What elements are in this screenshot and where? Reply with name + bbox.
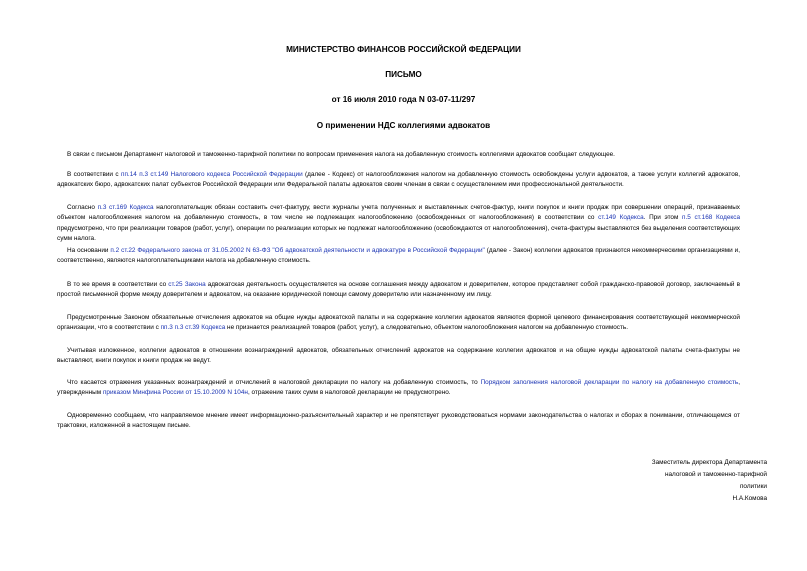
paragraph-text: В связи с письмом Департамент налоговой и таможенно-тарифной политики по вопросам применения налога на добавленную стоимость коллегиями адвокатов сообщает следующее.	[67, 151, 615, 158]
paragraph-1	[57, 150, 740, 160]
signature-position-3: политики	[739, 483, 767, 490]
paragraph-7	[57, 346, 740, 367]
paragraph-text: (далее - Кодекс) от налогообложения налогом на добавленную стоимость освобождены услуги адвокатов, а также услуги коллегий адвокатов, адвокатских бюро, адвокатских палат субъектов Российской Федерации или Федеральной палаты адвокатов своим членам в связи с осуществлением ими профессиональной деятельности.	[57, 171, 740, 189]
link-nk-149[interactable]: пп.14 п.3 ст.149 Налогового кодекса Российской Федерации	[121, 171, 303, 178]
signature-position-1: Заместитель директора Департамента	[651, 459, 767, 466]
paragraph-text: В соответствии с	[67, 171, 121, 178]
paragraph-text: Одновременно сообщаем, что направляемое мнение имеет информационно-разъяснительный характер и не препятствует руководствоваться нормами законодательства о налогах и сборах в понимании, отличающемся от трактовки, изложенной в настоящем письме.	[57, 412, 740, 430]
link-nk-39[interactable]: пп.3 п.3 ст.39 Кодекса	[160, 324, 226, 332]
paragraph-3	[57, 203, 740, 245]
link-law-63fz[interactable]: п.2 ст.22 Федерального закона от 31.05.2002 N 63-ФЗ "Об адвокатской деятельности и адвокатуре в Российской Федерации"	[110, 247, 485, 254]
link-nk-149-short[interactable]: ст.149 Кодекса	[598, 214, 644, 222]
paragraph-9	[57, 411, 740, 432]
signature-position-2: налоговой и таможенно-тарифной	[664, 471, 767, 478]
paragraph-text: , утвержденным	[57, 379, 740, 397]
paragraph-text: предусмотрено, что при реализации товаров (работ, услуг), операции по реализации которых не подлежат налогообложению (освобождаются от налогообложения), счета-фактуры выставляются без выделения соответствующих сумм налога.	[57, 224, 740, 243]
link-nk-169[interactable]: п.3 ст.169 Кодекса	[97, 204, 154, 211]
paragraph-text: Согласно	[67, 204, 98, 211]
link-law-st25[interactable]: ст.25 Закона	[168, 281, 206, 288]
paragraph-text: Что касается отражения указанных вознаграждений и отчислений в налоговой декларации по налогу на добавленную стоимость, то	[67, 379, 481, 386]
paragraph-8	[57, 378, 740, 399]
paragraph-5	[57, 280, 740, 301]
paragraph-text: В то же время в соответствии со	[67, 281, 169, 288]
paragraph-text: На основании	[67, 247, 111, 254]
paragraph-text: , отражение таких сумм в налоговой декларации не предусмотрено.	[247, 389, 451, 397]
paragraph-text: Предусмотренные Законом обязательные отчисления адвокатов на общие нужды адвокатской палаты и на содержание коллегии адвокатов являются формой целевого финансирования соответствующей некоммерческой организации, что в соответствии с	[57, 314, 740, 332]
paragraph-text: адвокатская деятельность осуществляется на основе соглашения между адвокатом и доверителем, которое представляет собой гражданско-правовой договор, заключаемый в простой письменной форме между доверителем и адвокатом, на оказание юридической помощи самому доверителю или назначенному им лицу.	[57, 281, 741, 299]
document-title: О применении НДС коллегиями адвокатов	[316, 121, 491, 130]
document-type: ПИСЬМО	[385, 70, 422, 79]
paragraph-text: . При этом	[643, 214, 683, 222]
paragraph-text: налогоплательщик обязан составить счет-фактуру, вести журналы учета полученных и выставленных счетов-фактур, книги покупок и книги продаж при совершении операций, признаваемых объектом налогообложения налогом на добавленную стоимость, в том числе не подлежащих налогообложению (освобожденных от налогообложения) в соответствии со	[57, 204, 740, 222]
paragraph-text: (далее - Закон) коллегии адвокатов признаются некоммерческими организациями и, соответственно, являются налогоплательщиками налога на добавленную стоимость.	[57, 247, 740, 265]
paragraph-4	[57, 246, 740, 267]
link-order-104n[interactable]: приказом Минфина России от 15.10.2009 N 104н	[102, 389, 248, 397]
ministry-heading: МИНИСТЕРСТВО ФИНАНСОВ РОССИЙСКОЙ ФЕДЕРАЦИИ	[286, 45, 521, 54]
link-nk-168[interactable]: п.5 ст.168 Кодекса	[682, 214, 741, 222]
paragraph-2	[57, 170, 740, 191]
paragraph-text: не признается реализацией товаров (работ, услуг), а следовательно, объектом налогообложения налогом на добавленную стоимость.	[225, 324, 628, 332]
document-date-number: от 16 июля 2010 года N 03-07-11/297	[331, 95, 476, 104]
signature-name: Н.А.Комова	[732, 495, 767, 502]
link-declaration-procedure[interactable]: Порядком заполнения налоговой декларации по налогу на добавленную стоимость	[480, 379, 739, 386]
paragraph-6	[57, 313, 740, 334]
paragraph-text: Учитывая изложенное, коллегии адвокатов в отношении вознаграждений адвокатов, обязательных отчислений адвокатов на содержание коллегии адвокатов и на общие нужды адвокатской палаты счета-фактуры не выставляют, книги покупок и книги продаж не ведут.	[57, 347, 740, 365]
